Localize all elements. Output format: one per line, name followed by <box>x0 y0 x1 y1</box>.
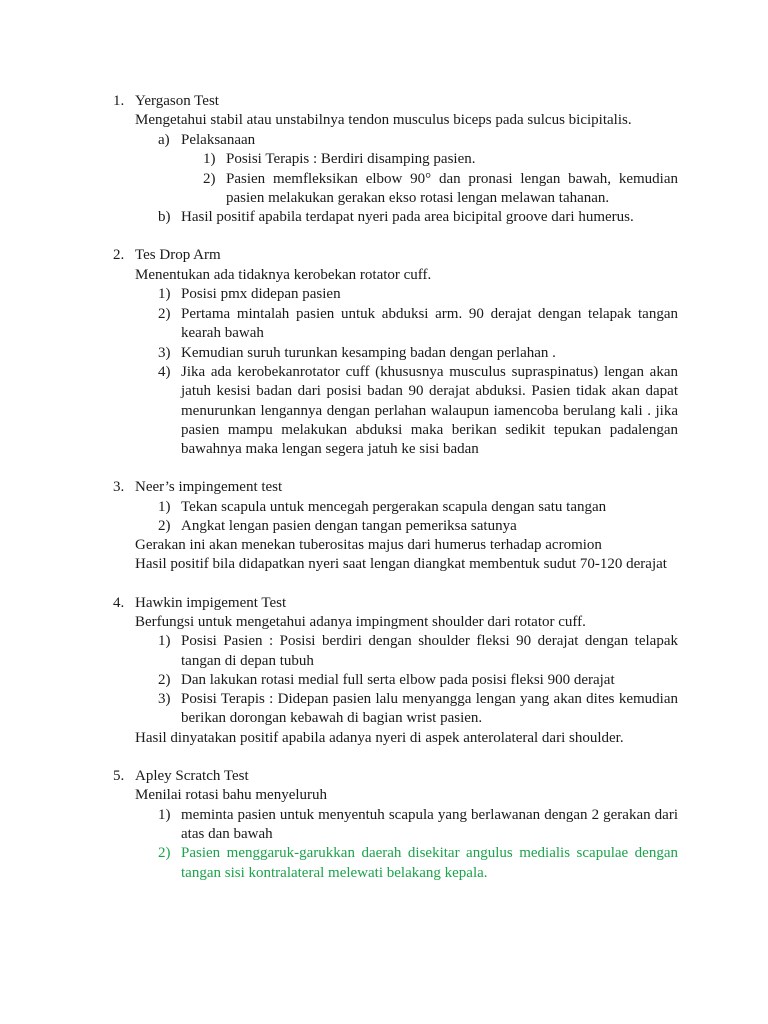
section-4-description: Berfungsi untuk mengetahui adanya impingment shoulder dari rotator cuff. <box>135 614 586 630</box>
section-2-item-4-line-5: bawahnya maka lengan segera jatuh ke sisi badan <box>181 441 479 457</box>
section-3-item-1-marker: 1) <box>158 499 171 515</box>
section-1-b-text: Hasil positif apabila terdapat nyeri pada area bicipital groove dari humerus. <box>181 209 634 225</box>
section-3-number: 3. <box>113 479 125 495</box>
section-4-note-1: Hasil dinyatakan positif apabila adanya nyeri di aspek anterolateral dari shoulder. <box>135 730 624 746</box>
section-1-a-item-2-marker: 2) <box>203 171 216 187</box>
section-1-a-label: Pelaksanaan <box>181 132 256 148</box>
section-5-title: Apley Scratch Test <box>135 768 249 784</box>
section-1-a-item-2-line-1: Pasien memfleksikan elbow 90° dan pronasi lengan bawah, kemudian <box>226 171 678 187</box>
section-3-item-1-line-1: Tekan scapula untuk mencegah pergerakan scapula dengan satu tangan <box>181 499 607 515</box>
section-2-item-3-line-1: Kemudian suruh turunkan kesamping badan dengan perlahan . <box>181 345 556 361</box>
section-2-item-4-line-4: pasien mampu melakukan abduksi maka berikan sedikit tepukan padalengan <box>181 422 678 438</box>
section-4-item-2-line-1: Dan lakukan rotasi medial full serta elbow pada posisi fleksi 900 derajat <box>181 672 615 688</box>
section-3-note-2: Hasil positif bila didapatkan nyeri saat lengan diangkat membentuk sudut 70-120 derajat <box>135 556 667 572</box>
section-4-item-1-line-1: Posisi Pasien : Posisi berdiri dengan shoulder fleksi 90 derajat dengan telapak <box>181 633 678 649</box>
section-3-title: Neer’s impingement test <box>135 479 283 495</box>
section-5-item-1-marker: 1) <box>158 807 171 823</box>
section-2-item-1-line-1: Posisi pmx didepan pasien <box>181 286 341 302</box>
section-4-item-1-marker: 1) <box>158 633 171 649</box>
section-5-item-1-line-1: meminta pasien untuk menyentuh scapula yang berlawanan dengan 2 gerakan dari <box>181 807 678 823</box>
section-2-description: Menentukan ada tidaknya kerobekan rotator cuff. <box>135 267 432 283</box>
section-3-item-2-line-1: Angkat lengan pasien dengan tangan pemeriksa satunya <box>181 518 517 534</box>
section-2-item-3-marker: 3) <box>158 345 171 361</box>
section-1-a-item-2-line-2: pasien melakukan gerakan ekso rotasi lengan melawan tahanan. <box>226 190 610 206</box>
section-2-item-4-marker: 4) <box>158 364 171 380</box>
section-1-b-marker: b) <box>158 209 171 225</box>
section-2-title: Tes Drop Arm <box>135 247 221 263</box>
section-2-item-2-line-2: kearah bawah <box>181 325 264 341</box>
section-3-note-1: Gerakan ini akan menekan tuberositas majus dari humerus terhadap acromion <box>135 537 602 553</box>
section-1-a-item-1-text: Posisi Terapis : Berdiri disamping pasien. <box>226 151 476 167</box>
section-2-item-4-line-2: jatuh kesisi badan dari posisi badan 90 derajat abduksi. Pasien tidak akan dapat <box>181 383 678 399</box>
section-5-number: 5. <box>113 768 125 784</box>
section-5-item-2-line-2: tangan sisi kontralateral melewati belakang kepala. <box>181 865 488 881</box>
section-2-item-4-line-3: menurunkan lengannya dengan perlahan walaupun iamencoba berulang kali . jika <box>181 403 678 419</box>
section-1-number: 1. <box>113 93 125 109</box>
section-4-title: Hawkin impigement Test <box>135 595 287 611</box>
section-3-item-2-marker: 2) <box>158 518 171 534</box>
section-5-item-2-marker: 2) <box>158 845 171 861</box>
section-4-item-3-line-2: berikan dorongan kebawah di bagian wrist pasien. <box>181 710 483 726</box>
section-4-item-2-marker: 2) <box>158 672 171 688</box>
section-2-item-4-line-1: Jika ada kerobekanrotator cuff (khususnya musculus supraspinatus) lengan akan <box>181 364 678 380</box>
section-4-item-3-line-1: Posisi Terapis : Didepan pasien lalu menyangga lengan yang akan dites kemudian <box>181 691 678 707</box>
section-1-a-item-1-marker: 1) <box>203 151 216 167</box>
section-1-description: Mengetahui stabil atau unstabilnya tendon musculus biceps pada sulcus bicipitalis. <box>135 112 632 128</box>
section-1-a-marker: a) <box>158 132 170 148</box>
section-1-title: Yergason Test <box>135 93 219 109</box>
section-5-item-2-line-1: Pasien menggaruk-garukkan daerah disekitar angulus medialis scapulae dengan <box>181 845 678 861</box>
section-5-description: Menilai rotasi bahu menyeluruh <box>135 787 328 803</box>
section-4-item-3-marker: 3) <box>158 691 171 707</box>
section-2-item-1-marker: 1) <box>158 286 171 302</box>
section-4-number: 4. <box>113 595 125 611</box>
section-2-item-2-marker: 2) <box>158 306 171 322</box>
section-2-item-2-line-1: Pertama mintalah pasien untuk abduksi arm. 90 derajat dengan telapak tangan <box>181 306 678 322</box>
section-5-item-1-line-2: atas dan bawah <box>181 826 273 842</box>
section-4-item-1-line-2: tangan di depan tubuh <box>181 653 314 669</box>
section-2-number: 2. <box>113 247 125 263</box>
